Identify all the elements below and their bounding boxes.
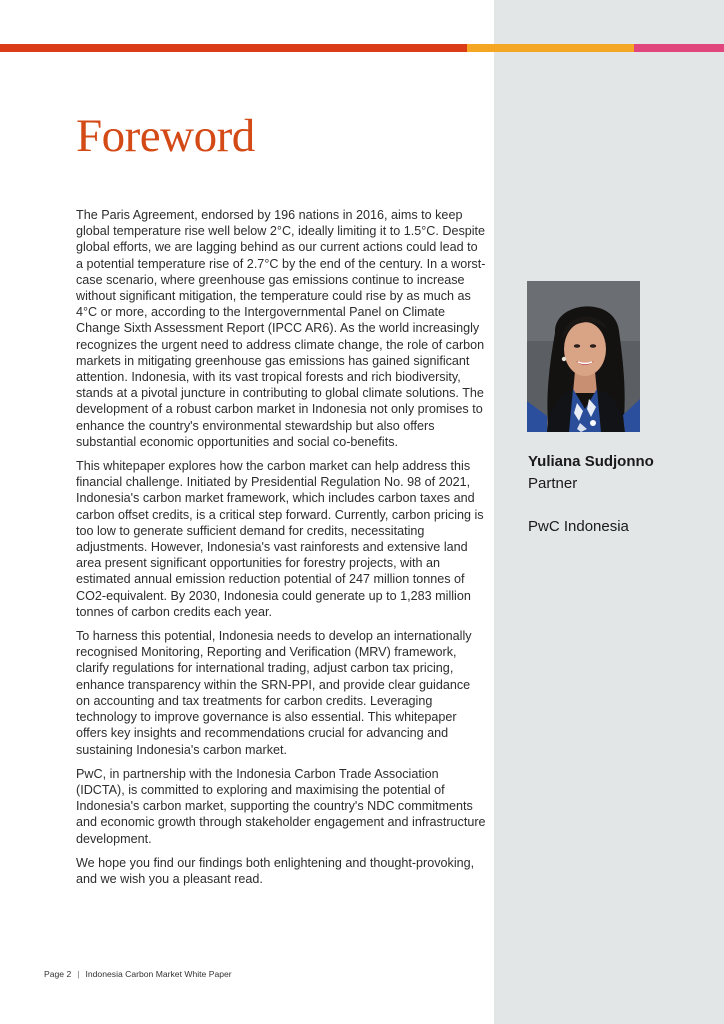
portrait-photo [527,281,640,432]
footer-separator: | [77,969,80,979]
top-stripe-orange [467,44,634,52]
person-organization: PwC Indonesia [528,518,629,535]
page-footer [44,969,232,980]
portrait-illustration [527,281,640,432]
sidebar-panel [494,0,724,1024]
footer-document-title: Indonesia Carbon Market White Paper [85,969,232,979]
page-title: Foreword [76,110,255,162]
paragraph-2: This whitepaper explores how the carbon market can help address this financial challenge. Initiated by Presidential Regulation No. 98 of 2021, Indonesia's carbon market framework, which includes carbon taxes and carbon offset credits, is a critical step forward. Currently, carbon pricing is too low to generate sufficient demand for credits, necessitating adjustments. However, Indonesia's vast rainforests and extensive land area present significant opportunities for forestry projects, with an estimated annual emission reduction potential of 247 million tonnes of CO2-equivalent. By 2030, Indonesia could generate up to 1,283 million tonnes of carbon credits each year. [76,459,484,619]
paragraph-5: We hope you find our findings both enlightening and thought-provoking, and we wish you a pleasant read. [76,855,475,886]
top-stripe-pink [634,44,724,52]
person-name: Yuliana Sudjonno [528,453,654,470]
top-stripe-red [0,44,467,52]
paragraph-3: To harness this potential, Indonesia needs to develop an internationally recognised Monitoring, Reporting and Verification (MRV) framework, clarify regulations for international trading, adjust carbon tax pricing, enhance transparency within the SRN-PPI, and provide clear guidance on accounting and tax treatments for carbon credits. Leveraging technology to improve governance is also essential. This whitepaper offers key insights and recommendations crucial for advancing and sustaining Indonesia's carbon market. [76,629,472,757]
footer-page-number: Page 2 [44,969,72,979]
person-role: Partner [528,475,578,492]
foreword-body [76,207,486,895]
paragraph-4: PwC, in partnership with the Indonesia Carbon Trade Association (IDCTA), is committed to exploring and maximising the potential of Indonesia's carbon market, supporting the country's NDC commitments and economic growth through stakeholder engagement and infrastructure development. [76,766,486,846]
paragraph-1: The Paris Agreement, endorsed by 196 nations in 2016, aims to keep global temperature rise well below 2°C, ideally limiting it to 1.5°C. Despite global efforts, we are lagging behind as our current actions could lead to a potential temperature rise of 2.7°C by the end of the century. In a worst-case scenario, where greenhouse gas emissions continue to increase without significant mitigation, the temperature could rise by as much as 4°C or more, according to the Intergovernmental Panel on Climate Change Sixth Assessment Report (IPCC AR6). As the world increasingly recognizes the urgent need to address climate change, the role of carbon markets in mitigating greenhouse gas emissions has gained significant attention. Indonesia, with its vast tropical forests and rich biodiversity, stands at a pivotal juncture in contributing to global climate solutions. The development of a robust carbon market in Indonesia not only promises to enhance the country's environmental stewardship but also offers substantial economic opportunities and social co-benefits. [76,208,486,449]
